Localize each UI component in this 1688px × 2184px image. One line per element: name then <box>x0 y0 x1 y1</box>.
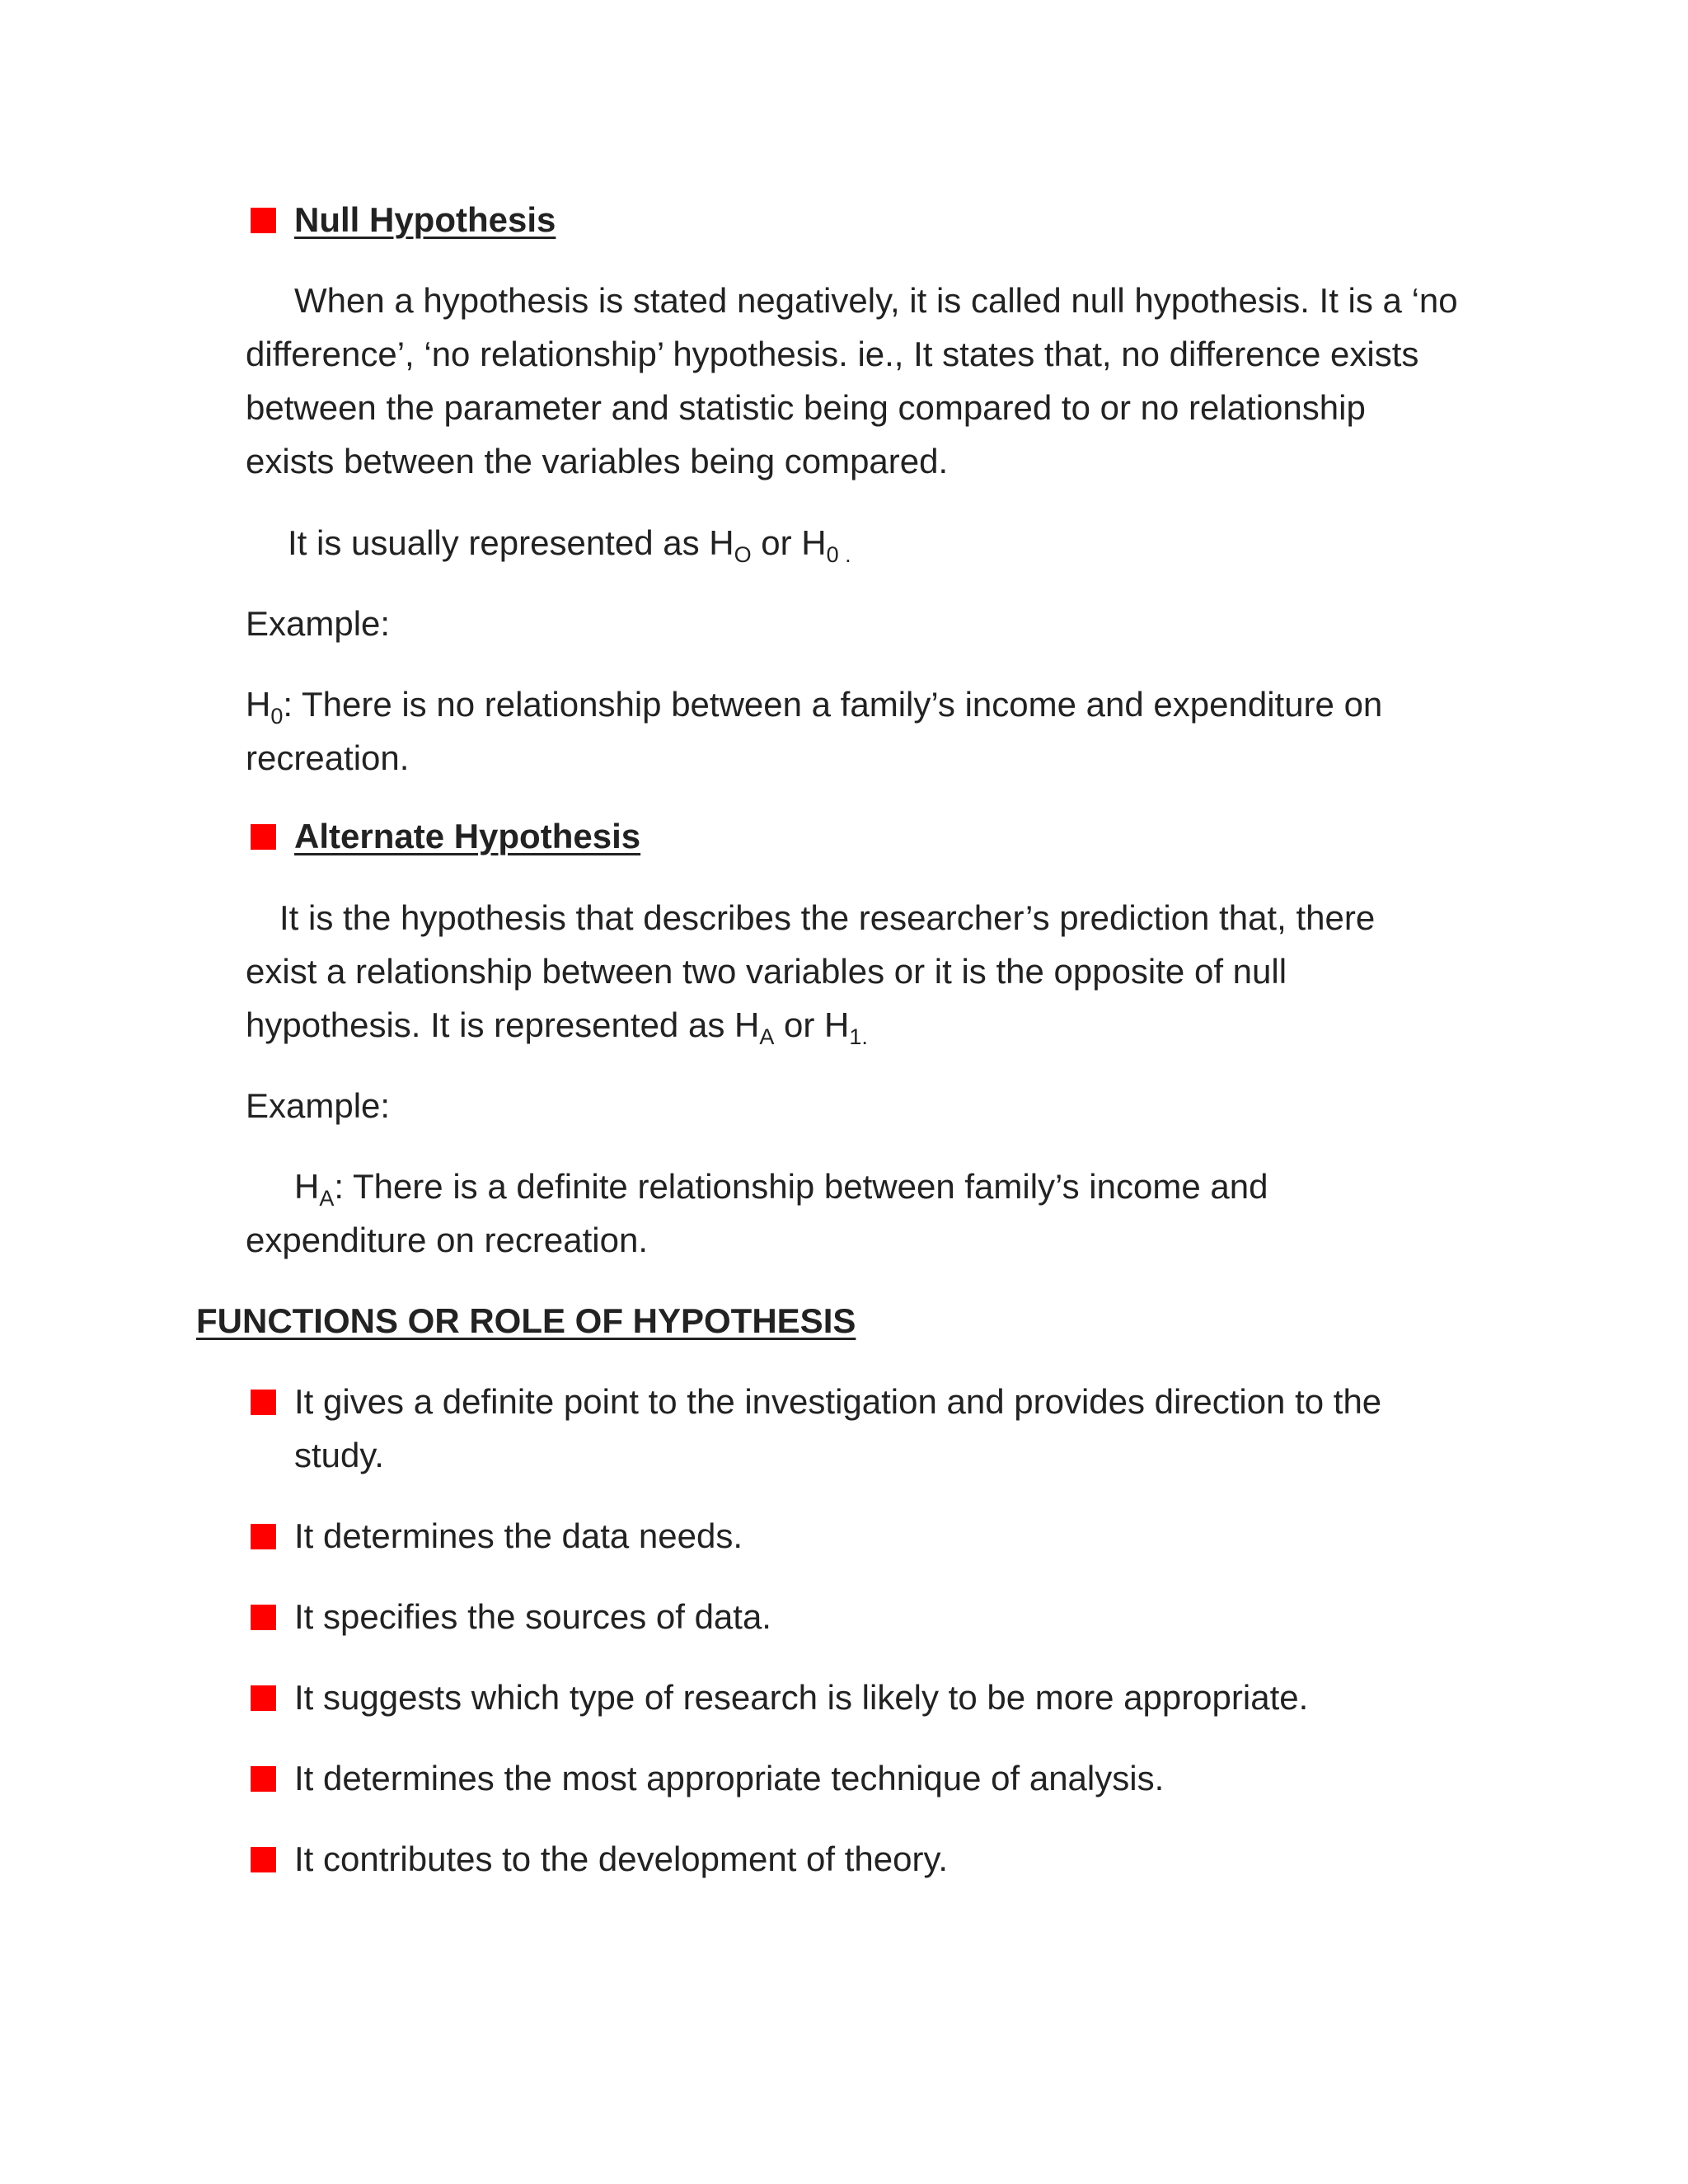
alt-para-line-1: It is the hypothesis that describes the researcher’s prediction that, there <box>279 898 1376 937</box>
null-para-line-4: exists between the variables being compared. <box>246 442 949 480</box>
alt-repr-sub-2: 1. <box>849 1024 868 1049</box>
alt-repr-mid: or H <box>774 1005 850 1044</box>
function-item-5: It determines the most appropriate technique of analysis. <box>294 1759 1165 1797</box>
null-para-line-2: difference’, ‘no relationship’ hypothesis. ie., It states that, no difference exists <box>246 335 1419 373</box>
null-example-sub: 0 <box>270 704 284 729</box>
alt-para-line-3 <box>246 1003 868 1047</box>
null-hypothesis-heading: Null Hypothesis <box>294 200 556 239</box>
null-example-line-1 <box>246 682 1382 727</box>
bullet-icon <box>251 1524 276 1549</box>
alt-repr-sub-1: A <box>759 1024 775 1049</box>
function-item-4: It suggests which type of research is likely to be more appropriate. <box>294 1678 1309 1717</box>
alternate-hypothesis-heading: Alternate Hypothesis <box>294 817 641 855</box>
null-repr-sub-1: O <box>734 542 752 567</box>
null-repr-sub-2: 0 . <box>826 542 851 567</box>
null-example-label: Example: <box>246 604 391 643</box>
null-example-text: : There is no relationship between a family’s income and expenditure on <box>283 685 1383 724</box>
alt-example-label: Example: <box>246 1086 391 1125</box>
alt-example-line-2: expenditure on recreation. <box>246 1221 648 1259</box>
functions-heading: FUNCTIONS OR ROLE OF HYPOTHESIS <box>196 1301 856 1340</box>
null-repr-mid: or H <box>751 523 827 562</box>
null-example-h: H <box>246 685 271 724</box>
alt-para-line-3-prefix: hypothesis. It is represented as H <box>246 1005 760 1044</box>
bullet-icon <box>251 1390 276 1415</box>
alt-example-sub: A <box>319 1186 335 1211</box>
null-repr-prefix: It is usually represented as H <box>288 523 734 562</box>
alt-example-line-1 <box>294 1165 1268 1209</box>
function-item-1-cont: study. <box>294 1436 384 1474</box>
alt-example-text: : There is a definite relationship between family’s income and <box>334 1167 1268 1206</box>
function-item-3: It specifies the sources of data. <box>294 1597 771 1636</box>
function-item-6: It contributes to the development of theory. <box>294 1840 949 1878</box>
alt-example-h: H <box>294 1167 320 1206</box>
function-item-2: It determines the data needs. <box>294 1516 743 1555</box>
null-representation <box>288 521 851 565</box>
function-item-1: It gives a definite point to the investigation and provides direction to the <box>294 1382 1382 1421</box>
bullet-icon <box>251 1685 276 1711</box>
alt-para-line-2: exist a relationship between two variables or it is the opposite of null <box>246 952 1287 991</box>
bullet-icon <box>251 208 276 233</box>
null-para-line-1: When a hypothesis is stated negatively, it is called null hypothesis. It is a ‘no <box>294 281 1458 320</box>
bullet-icon <box>251 824 276 850</box>
null-para-line-3: between the parameter and statistic being compared to or no relationship <box>246 388 1366 427</box>
bullet-icon <box>251 1605 276 1630</box>
null-example-line-2: recreation. <box>246 738 410 777</box>
bullet-icon <box>251 1847 276 1872</box>
bullet-icon <box>251 1766 276 1792</box>
